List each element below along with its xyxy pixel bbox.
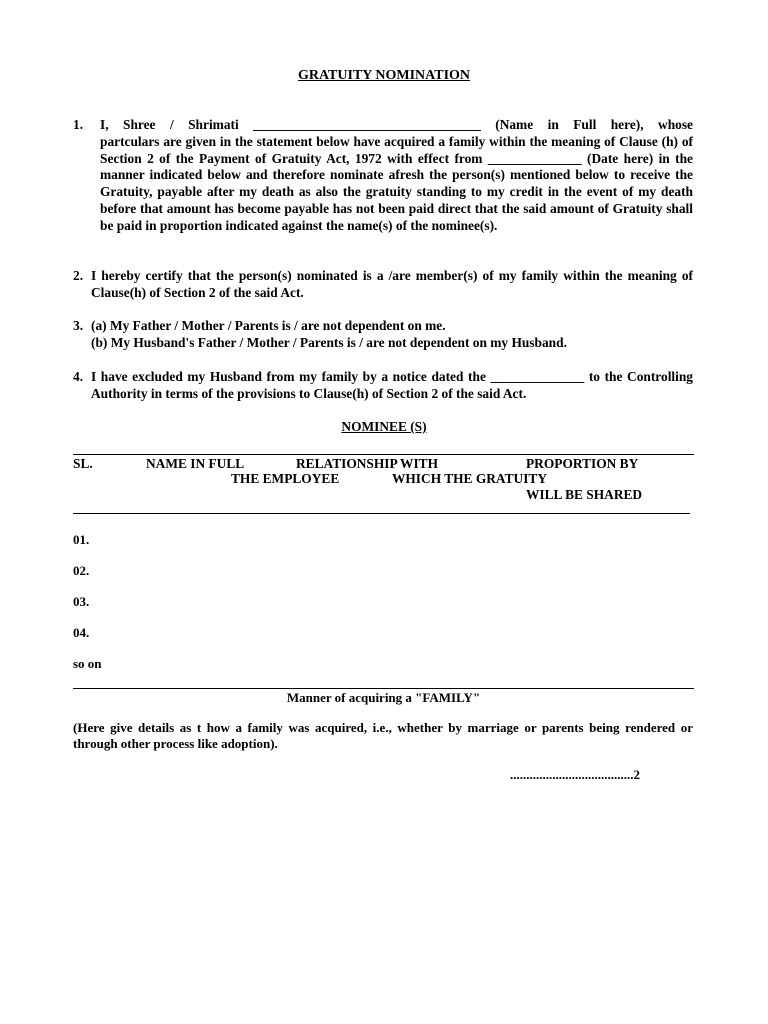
paragraph-3 xyxy=(73,318,693,352)
paragraph-1-text: partculars are given in the statement below have acquired a family within the meaning of Clause (h) of Section 2 of the Payment of Gratuity Act, 1972 with effect from ______________ (Date here) in the manner indicated below and therefore nominate afresh the person(s) mentioned below to receive the Gratuity, payable after my death as also the gratuity standing to my credit in the event of my death before that amount has become payable has not been paid direct that the said amount of Gratuity shall be paid in proportion indicated against the name(s) of the nominee(s). xyxy=(100,133,693,233)
table-row-number: 04. xyxy=(73,625,90,640)
paragraph-3-number: 3. xyxy=(73,318,84,333)
column-header-proportion: PROPORTION BY xyxy=(526,456,639,471)
paragraph-4-number: 4. xyxy=(73,369,84,384)
column-header-name: NAME IN FULL xyxy=(146,456,245,471)
table-bottom-rule xyxy=(73,688,694,689)
table-top-rule xyxy=(73,454,694,455)
paragraph-2-text: I hereby certify that the person(s) nominated is a /are member(s) of my family within the meaning of Clause(h) of Section 2 of the said Act. xyxy=(91,268,693,300)
page-continuation: ......................................2 xyxy=(510,767,640,782)
table-row-number: 02. xyxy=(73,563,90,578)
column-header-relationship: RELATIONSHIP WITH xyxy=(296,456,439,471)
paragraph-3b-text: (b) My Husband's Father / Mother / Parents is / are not dependent on my Husband. xyxy=(91,334,567,350)
document-title: GRATUITY NOMINATION xyxy=(297,68,471,83)
column-header-shared: WILL BE SHARED xyxy=(526,487,643,502)
paragraph-4-text: I have excluded my Husband from my family by a notice dated the ______________ to the Controlling Authority in terms of the provisions to Clause(h) of Section 2 of the said Act. xyxy=(91,369,693,401)
manner-heading: Manner of acquiring a "FAMILY" xyxy=(286,690,481,705)
column-header-employee: THE EMPLOYEE xyxy=(231,471,340,486)
column-header-sl: SL. xyxy=(73,456,93,471)
nominee-heading: NOMINEE (S) xyxy=(341,419,427,434)
paragraph-1-first-line: I, Shree / Shrimati __________________________________ (Name in Full here), whose xyxy=(100,117,693,132)
paragraph-2-number: 2. xyxy=(73,268,84,283)
manner-note: (Here give details as t how a family was acquired, i.e., whether by marriage or parents being rendered or through other process like adoption). xyxy=(73,720,693,751)
paragraph-2 xyxy=(73,268,693,302)
paragraph-1 xyxy=(73,117,693,235)
table-row-number: 03. xyxy=(73,594,90,609)
table-row-number: so on xyxy=(73,656,102,671)
table-header-rule xyxy=(73,513,690,514)
paragraph-3a-text: (a) My Father / Mother / Parents is / are not dependent on me. xyxy=(91,318,446,333)
paragraph-1-number: 1. xyxy=(73,117,84,132)
paragraph-4 xyxy=(73,369,693,403)
table-row-number: 01. xyxy=(73,532,90,547)
column-header-which-gratuity: WHICH THE GRATUITY xyxy=(392,471,548,486)
